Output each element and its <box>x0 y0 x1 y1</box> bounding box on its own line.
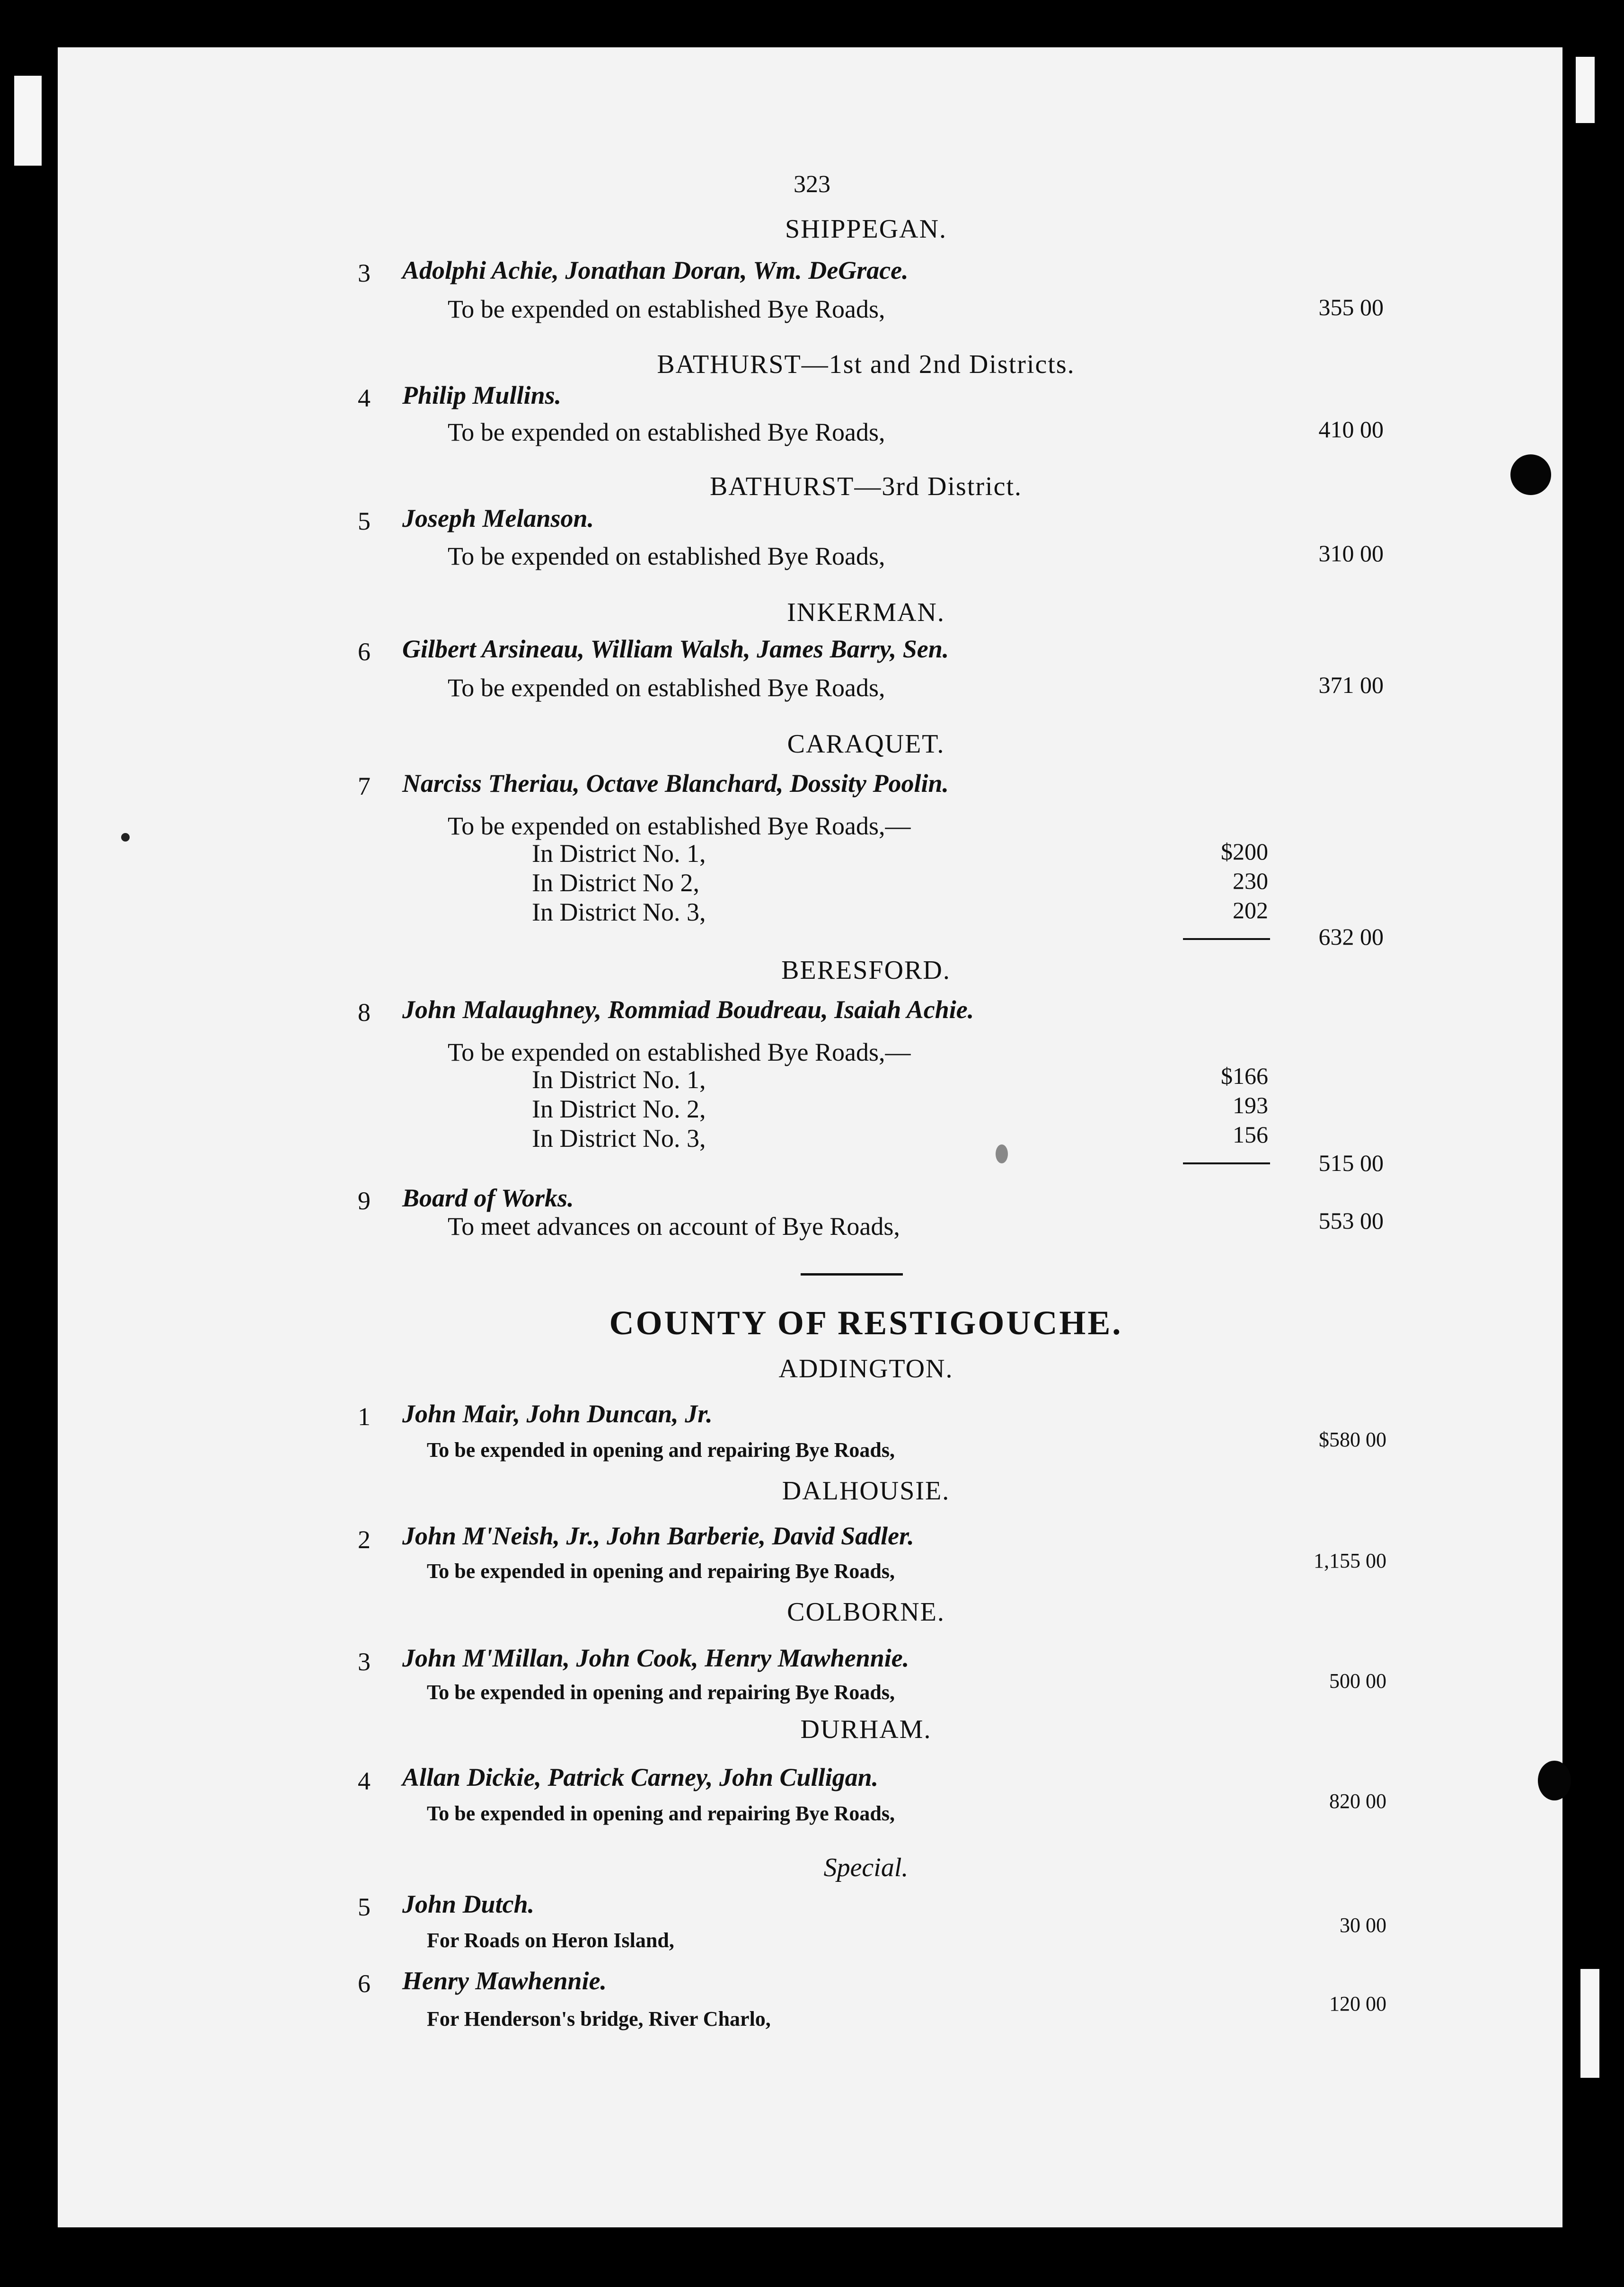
commissioner-names: John M'Millan, John Cook, Henry Mawhennie. <box>402 1644 909 1672</box>
commissioner-names: Joseph Melanson. <box>402 504 594 532</box>
grant-purpose: To be expended in opening and repairing Bye Roads, <box>427 1802 895 1825</box>
grant-amount: 1,155 00 <box>1314 1549 1386 1572</box>
grant-purpose: For Henderson's bridge, River Charlo, <box>427 2007 771 2030</box>
commissioner-names: Philip Mullins. <box>402 381 562 409</box>
subtotal-rule <box>1183 1162 1270 1164</box>
district-value: 193 <box>1233 1092 1268 1118</box>
district-value: 230 <box>1233 868 1268 894</box>
commissioner-names: Allan Dickie, Patrick Carney, John Culligan. <box>402 1763 879 1791</box>
commissioner-names: John M'Neish, Jr., John Barberie, David Sadler. <box>402 1522 914 1550</box>
section-title-addington: ADDINGTON. <box>778 1354 953 1383</box>
district-label: In District No 2, <box>532 869 699 897</box>
ink-speck <box>121 833 130 842</box>
entry-number: 1 <box>358 1402 371 1431</box>
district-value: $200 <box>1221 838 1268 865</box>
commissioner-names: John Malaughney, Rommiad Boudreau, Isaiah Achie. <box>402 995 974 1024</box>
grant-amount: 820 00 <box>1329 1790 1386 1813</box>
entry-number: 4 <box>358 1767 371 1795</box>
grant-purpose: To be expended on established Bye Roads, <box>448 542 885 570</box>
grant-purpose: To be expended on established Bye Roads, <box>448 295 885 323</box>
section-title-bathurst-3: BATHURST—3rd District. <box>710 472 1022 501</box>
entry-number: 9 <box>358 1187 371 1215</box>
entry-number: 4 <box>358 384 371 412</box>
grant-purpose: To be expended on established Bye Roads,— <box>448 812 911 840</box>
commissioner-names: Gilbert Arsineau, William Walsh, James Barry, Sen. <box>402 635 949 663</box>
entry-number: 5 <box>358 507 371 535</box>
district-label: In District No. 3, <box>532 898 706 926</box>
grant-amount: 30 00 <box>1340 1914 1386 1937</box>
grant-purpose: For Roads on Heron Island, <box>427 1929 674 1952</box>
film-tab-left <box>14 76 42 166</box>
district-label: In District No. 1, <box>532 1065 706 1094</box>
entry-number: 5 <box>358 1893 371 1921</box>
entry-number: 2 <box>358 1525 371 1554</box>
commissioner-names: Board of Works. <box>402 1184 574 1212</box>
grant-amount: 371 00 <box>1318 672 1384 698</box>
grant-purpose: To be expended in opening and repairing Bye Roads, <box>427 1438 895 1462</box>
section-title-special: Special. <box>823 1853 909 1882</box>
grant-amount: 632 00 <box>1318 923 1384 950</box>
grant-purpose: To be expended in opening and repairing Bye Roads, <box>427 1560 895 1583</box>
commissioner-names: Narciss Theriau, Octave Blanchard, Dossity Poolin. <box>402 769 949 798</box>
grant-amount: 355 00 <box>1318 294 1384 320</box>
grant-amount: $580 00 <box>1319 1428 1386 1451</box>
section-title-caraquet: CARAQUET. <box>787 729 945 759</box>
grant-purpose: To be expended in opening and repairing Bye Roads, <box>427 1681 895 1704</box>
commissioner-names: Henry Mawhennie. <box>402 1967 607 1995</box>
section-title-shippegan: SHIPPEGAN. <box>785 214 947 244</box>
section-divider <box>801 1273 903 1276</box>
punch-hole <box>1510 454 1551 495</box>
grant-amount: 310 00 <box>1318 540 1384 567</box>
grant-amount: 410 00 <box>1318 416 1384 443</box>
grant-purpose: To be expended on established Bye Roads, <box>448 674 885 702</box>
commissioner-names: John Mair, John Duncan, Jr. <box>402 1400 713 1428</box>
section-title-inkerman: INKERMAN. <box>787 598 945 627</box>
entry-number: 8 <box>358 998 371 1027</box>
grant-purpose: To be expended on established Bye Roads,— <box>448 1038 911 1066</box>
punch-hole-lower <box>1538 1761 1571 1800</box>
entry-number: 3 <box>358 259 371 287</box>
grant-amount: 120 00 <box>1329 1992 1386 2015</box>
commissioner-names: Adolphi Achie, Jonathan Doran, Wm. DeGrace. <box>402 256 909 284</box>
commissioner-names: John Dutch. <box>402 1890 535 1918</box>
county-title: COUNTY OF RESTIGOUCHE. <box>609 1304 1123 1342</box>
entry-number: 7 <box>358 772 371 800</box>
film-tab-right <box>1576 57 1595 123</box>
section-title-beresford: BERESFORD. <box>781 956 951 985</box>
district-label: In District No. 3, <box>532 1124 706 1152</box>
subtotal-rule <box>1183 938 1270 940</box>
district-value: $166 <box>1221 1063 1268 1089</box>
district-value: 202 <box>1233 897 1268 923</box>
entry-number: 3 <box>358 1648 371 1676</box>
district-label: In District No. 1, <box>532 839 706 868</box>
section-title-durham: DURHAM. <box>800 1715 932 1744</box>
grant-amount: 500 00 <box>1329 1669 1386 1693</box>
grant-purpose: To meet advances on account of Bye Roads, <box>448 1212 900 1241</box>
grant-amount: 553 00 <box>1318 1207 1384 1234</box>
page-number: 323 <box>794 171 830 198</box>
district-label: In District No. 2, <box>532 1095 706 1123</box>
film-tab-right-lower <box>1580 1969 1599 2078</box>
section-title-colborne: COLBORNE. <box>787 1597 945 1627</box>
grant-purpose: To be expended on established Bye Roads, <box>448 418 885 446</box>
section-title-dalhousie: DALHOUSIE. <box>782 1476 950 1506</box>
ink-speck-2 <box>996 1144 1008 1163</box>
grant-amount: 515 00 <box>1318 1150 1384 1176</box>
entry-number: 6 <box>358 638 371 666</box>
entry-number: 6 <box>358 1969 371 1998</box>
section-title-bathurst-1-2: BATHURST—1st and 2nd Districts. <box>657 350 1075 379</box>
district-value: 156 <box>1233 1121 1268 1148</box>
